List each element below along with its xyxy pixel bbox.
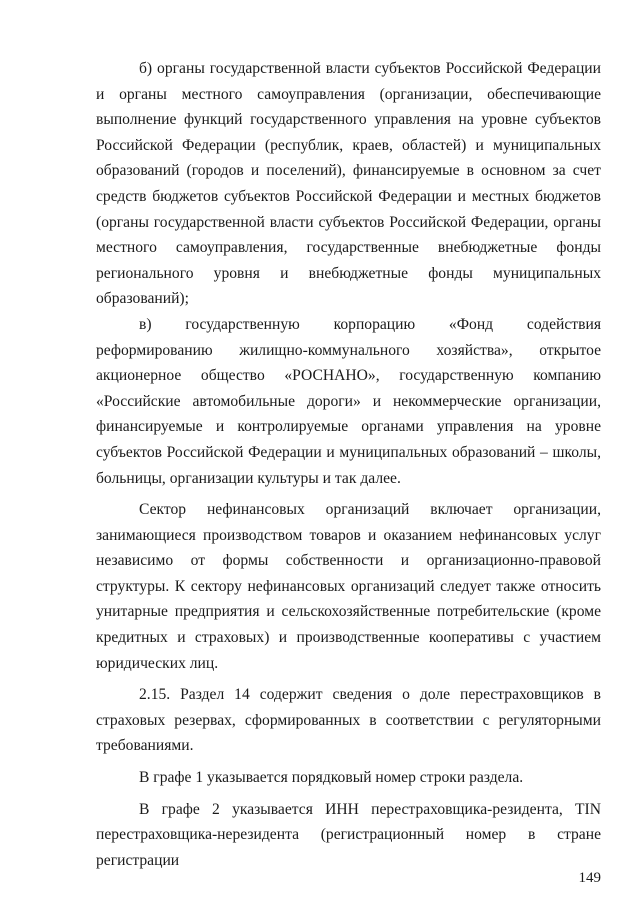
paragraph-item-v: в) государственную корпорацию «Фонд содействия реформированию жилищно-коммунального хозяйства», открытое акционерное общество «РОСНАНО», государственную компанию «Российские автомобильные дороги» и некоммерческие организации, финансируемые и контролируемые органами управления на уровне субъектов Российской Федерации и муниципальных образований – школы, больницы, организации культуры и так далее.	[96, 315, 601, 487]
paragraph-column-1: В графе 1 указывается порядковый номер строки раздела.	[139, 769, 524, 787]
page-number: 149	[578, 870, 601, 886]
document-page	[96, 56, 601, 873]
paragraph-column-2: В графе 2 указывается ИНН перестраховщика-резидента, TIN перестраховщика-нерезидента (регистрационный номер в стране регистрации	[96, 800, 601, 869]
paragraph-item-b: б) органы государственной власти субъектов Российской Федерации и органы местного самоуправления (организации, обеспечивающие выполнение функций государственного управления на уровне субъектов Российской Федерации (республик, краев, областей) и муниципальных образований (городов и поселений), финансируемые в основном за счет средств бюджетов субъектов Российской Федерации и местных бюджетов (органы государственной власти субъектов Российской Федерации, органы местного самоуправления, государственные внебюджетные фонды регионального уровня и внебюджетные фонды муниципальных образований);	[96, 60, 601, 308]
paragraph-nonfinancial-sector: Сектор нефинансовых организаций включает организации, занимающиеся производством товаров и оказанием нефинансовых услуг независимо от формы собственности и организационно-правовой структуры. К сектору нефинансовых организаций следует также относить унитарные предприятия и сельскохозяйственные потребительские (кроме кредитных и страховых) и производственные кооперативы с участием юридических лиц.	[96, 501, 601, 672]
paragraph-section-14: 2.15. Раздел 14 содержит сведения о доле перестраховщиков в страховых резервах, сформированных в соответствии с регуляторными требованиями.	[96, 686, 601, 755]
